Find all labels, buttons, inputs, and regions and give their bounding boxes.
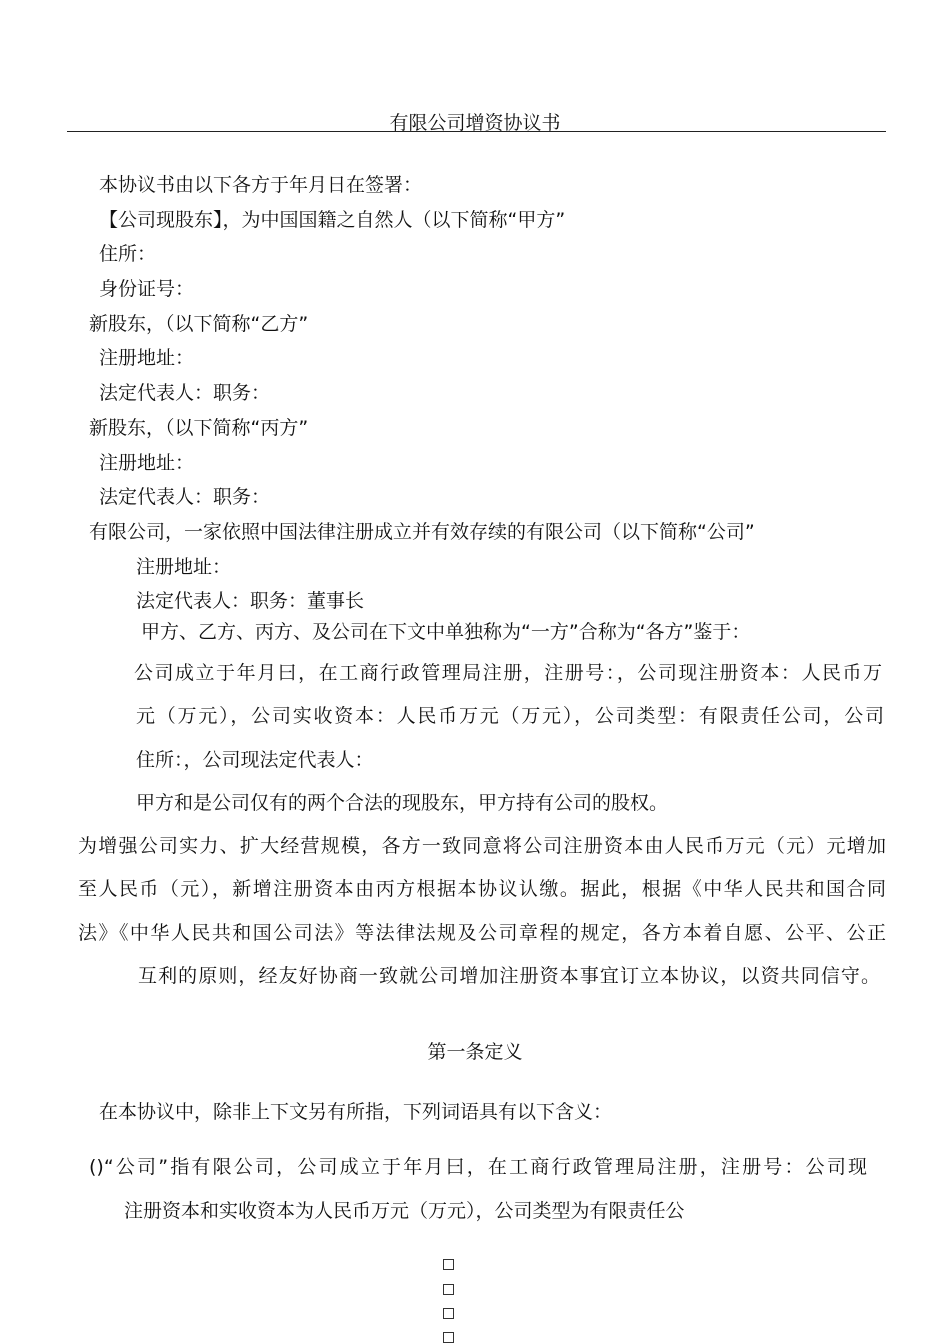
text-line: 住所： — [99, 243, 157, 265]
text-line: 法定代表人：职务： — [99, 382, 271, 404]
text-line: 注册地址： — [136, 556, 232, 578]
text-line: ()“公司”指有限公司，公司成立于年月曰，在工商行政管理局注册，注册号：公司现 — [89, 1156, 867, 1178]
placeholder-box-icon — [443, 1284, 454, 1295]
text-line: 元（万元），公司实收资本：人民币万元（万元），公司类型：有限责任公司，公司 — [136, 705, 884, 727]
placeholder-box-icon — [443, 1308, 454, 1319]
text-line: 至人民币（元），新增注册资本由丙方根据本协议认缴。据此，根据《中华人民共和国合同 — [78, 878, 886, 900]
text-line: 互利的原则，经友好协商一致就公司增加注册资本事宜订立本协议，以资共同信守。 — [138, 965, 880, 987]
placeholder-box-icon — [443, 1332, 454, 1343]
text-line: 在本协议中，除非上下文另有所指，下列词语具有以下含义： — [99, 1101, 613, 1123]
text-line: 法定代表人：职务： — [99, 486, 271, 508]
text-line: 本协议书由以下各方于年月日在签署： — [99, 174, 423, 196]
text-line: 注册资本和实收资本为人民币万元（万元），公司类型为有限责任公 — [124, 1200, 685, 1222]
text-line: 住所：，公司现法定代表人： — [136, 749, 374, 771]
section-heading: 第一条定义 — [427, 1041, 523, 1063]
text-line: 注册地址： — [99, 347, 195, 369]
text-line: 甲方和是公司仅有的两个合法的现股东，甲方持有公司的股权。 — [136, 792, 669, 814]
text-line: 为增强公司实力、扩大经营规模，各方一致同意将公司注册资本由人民币万元（元）元增加 — [78, 835, 886, 857]
text-line: 新股东，（以下简称“乙方” — [89, 313, 309, 335]
text-line: 甲方、乙方、丙方、及公司在下文中单独称为“一方”合称为“各方”鉴于： — [141, 621, 751, 643]
text-line: 法》《中华人民共和国公司法》等法律法规及公司章程的规定，各方本着自愿、公平、公正 — [78, 922, 886, 944]
text-line: 【公司现股东】，为中国国籍之自然人（以下简称“甲方” — [99, 209, 566, 231]
text-line: 有限公司，一家依照中国法律注册成立并有效存续的有限公司（以下简称“公司” — [89, 521, 755, 543]
text-line: 身份证号： — [99, 278, 195, 300]
text-line: 新股东，（以下简称“丙方” — [89, 417, 309, 439]
document-title: 有限公司增资协议书 — [389, 112, 561, 134]
text-line: 法定代表人：职务：董事长 — [136, 590, 365, 612]
text-line: 公司成立于年月曰，在工商行政管理局注册，注册号：，公司现注册资本：人民币万 — [134, 662, 882, 684]
placeholder-box-icon — [443, 1259, 454, 1270]
title-underline — [67, 131, 886, 132]
text-line: 注册地址： — [99, 452, 195, 474]
